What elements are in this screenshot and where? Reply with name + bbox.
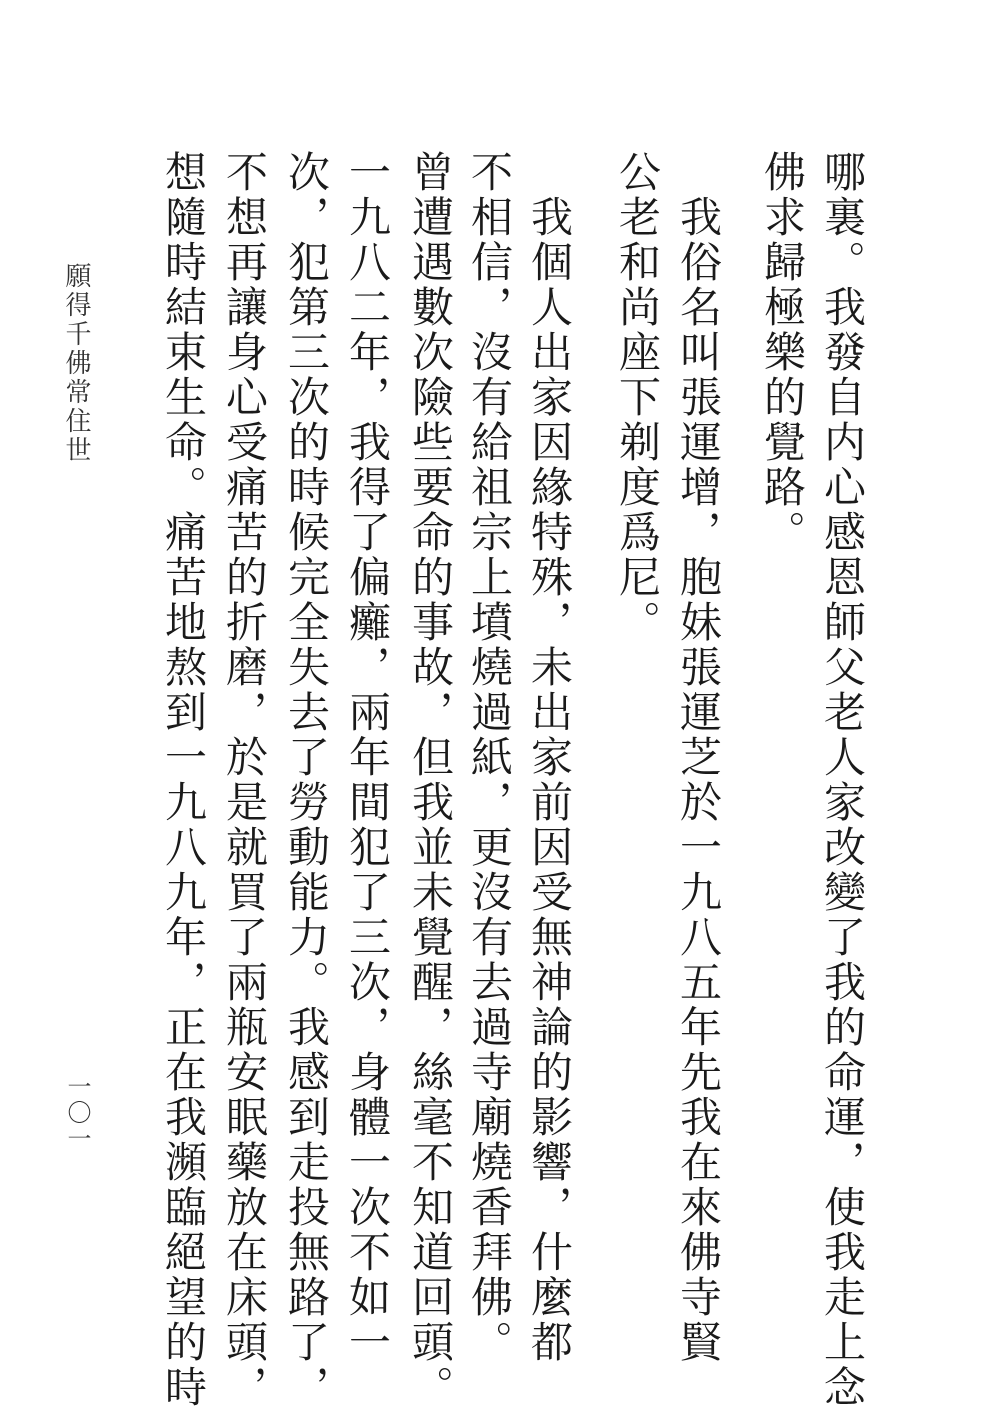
page-number: 一〇一 [63, 1074, 91, 1152]
text-column-6: 不相信，沒有給祖宗上墳燒過紙，更沒有去過寺廟燒香拜佛。 [465, 150, 514, 1365]
text-column-7: 曾遭遇數次險些要命的事故，但我並未覺醒，絲毫不知道回頭。 [406, 150, 455, 1410]
text-column-1: 哪裏。我發自内心感恩師父老人家改變了我的命運，使我走上念 [818, 150, 867, 1410]
text-column-5: 我個人出家因緣特殊，未出家前因受無神論的影響，什麼都 [525, 150, 574, 1365]
text-column-9: 次，犯第三次的時候完全失去了勞動能力。我感到走投無路了， [282, 150, 331, 1410]
text-column-10: 不想再讓身心受痛苦的折磨，於是就買了兩瓶安眠藥放在床頭， [220, 150, 269, 1410]
running-title: 願得千佛常住世 [61, 262, 91, 465]
text-column-2: 佛求歸極樂的覺路。 [758, 150, 807, 555]
text-column-11: 想隨時結束生命。痛苦地熬到一九八九年，正在我瀕臨絕望的時 [159, 150, 208, 1410]
text-column-8: 一九八二年，我得了偏癱，兩年間犯了三次，身體一次不如一 [343, 150, 392, 1365]
text-column-4: 公老和尚座下剃度爲尼。 [613, 150, 662, 645]
text-column-3: 我俗名叫張運增，胞妹張運芝於一九八五年先我在來佛寺賢 [674, 150, 723, 1365]
